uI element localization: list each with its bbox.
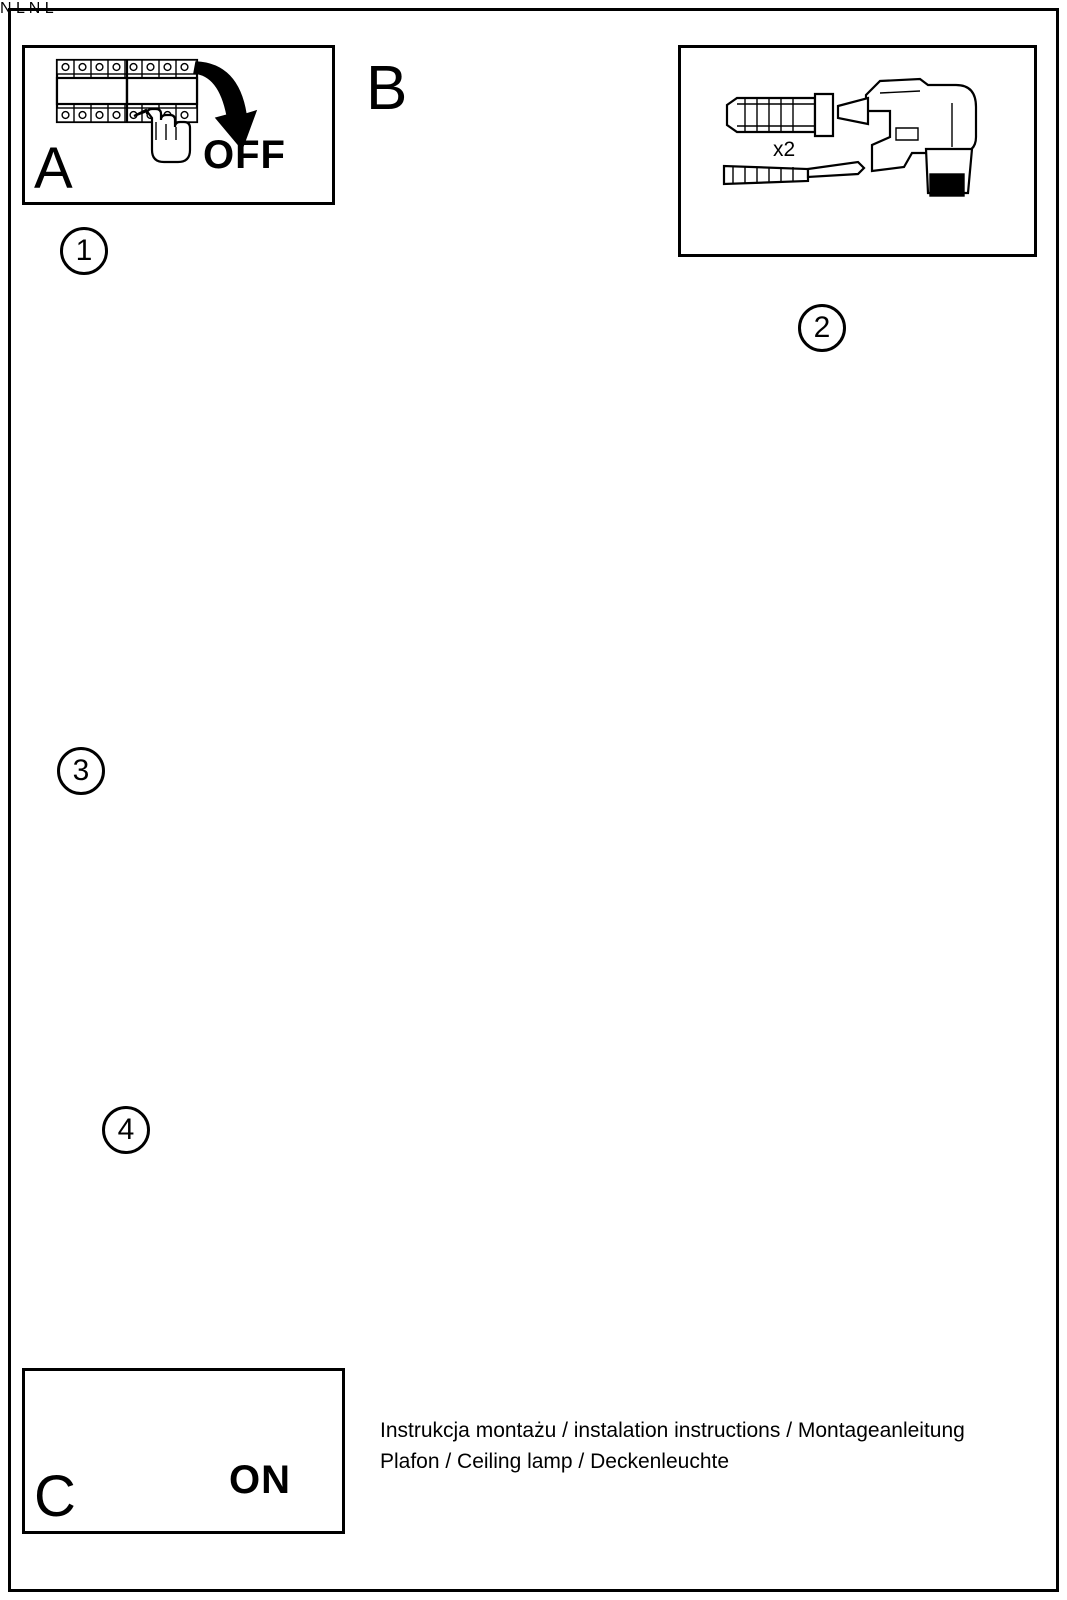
- footer-line-1: Instrukcja montażu / instalation instructions / Montageanleitung: [380, 1419, 965, 1442]
- step-number-4: 4: [102, 1106, 150, 1154]
- panel-c-action-label: ON: [229, 1458, 291, 1502]
- terminal-label-l-bottom: L: [44, 0, 54, 17]
- footer-line-2: Plafon / Ceiling lamp / Deckenleuchte: [380, 1450, 730, 1473]
- panel-c-letter: C: [34, 1464, 76, 1529]
- panel-b: [678, 45, 1037, 257]
- panel-a-action-label: OFF: [203, 133, 286, 177]
- terminal-label-l-top: L: [16, 0, 25, 17]
- step-number-1: 1: [60, 227, 108, 275]
- arrow-down-curved-icon-a: [194, 62, 256, 149]
- terminal-label-n-top: N: [0, 0, 12, 17]
- step-number-2: 2: [798, 304, 846, 352]
- panel-b-letter: B: [366, 54, 408, 123]
- circuit-breaker-icon-a: [57, 60, 197, 122]
- panel-a-letter: A: [34, 136, 73, 201]
- terminal-label-n-bottom: N: [28, 0, 41, 17]
- wall-plug-quantity: x2: [773, 138, 796, 161]
- footer-text: [380, 1415, 965, 1477]
- step-number-3: 3: [57, 747, 105, 795]
